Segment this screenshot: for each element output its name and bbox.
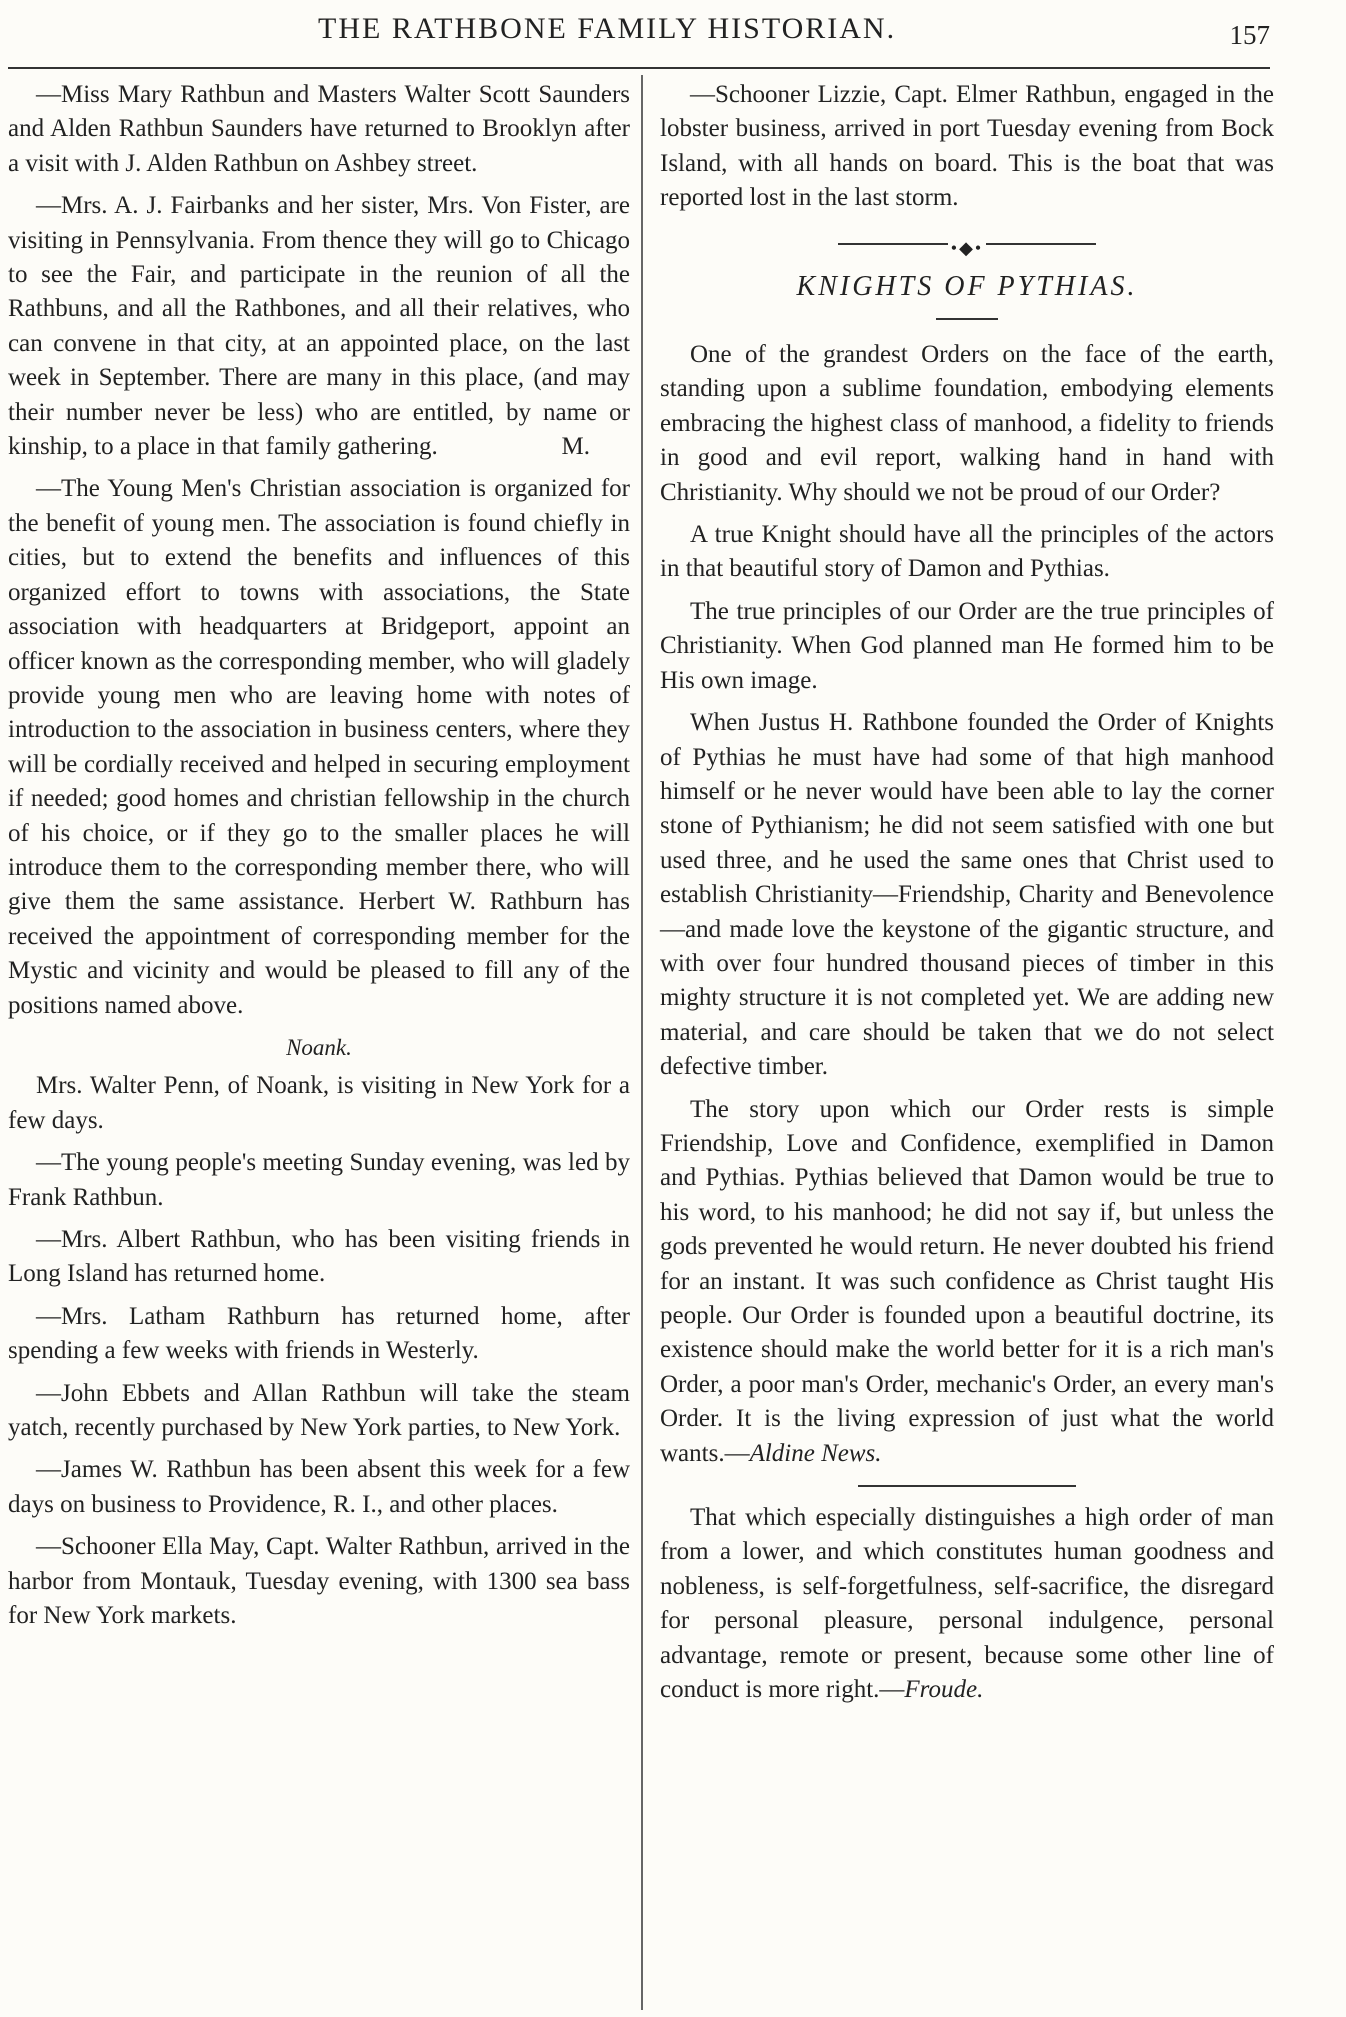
quote-paragraph xyxy=(660,1501,1274,1707)
news-item: —The young people's meeting Sunday evening, was led by Frank Rathbun. xyxy=(8,1149,630,1211)
quote-text: That which especially distinguishes a high order of man from a lower, and which constitutes human goodness and nobleness, is self-forgetfulness, self-sacrifice, the disregard for personal pleasure, personal indulgence, personal advantage, remote or present, because some other line of conduct is more right.— xyxy=(660,1504,1274,1704)
section-title: KNIGHTS OF PYTHIAS. xyxy=(796,270,1138,302)
ornament-line-left xyxy=(838,243,948,245)
ornament-line-right xyxy=(986,243,1096,245)
article-paragraph xyxy=(660,1093,1274,1471)
news-item: Mrs. Walter Penn, of Noank, is visiting in New York for a few days. xyxy=(8,1072,630,1134)
column-divider xyxy=(641,75,643,2010)
left-column xyxy=(8,78,630,1641)
news-item: —Schooner Lizzie, Capt. Elmer Rathbun, engaged in the lobster business, arrived in port Tuesday evening from Bock Island, with all hands on board. This is the boat that was reported lost in the last storm. xyxy=(660,81,1274,212)
page-number: 157 xyxy=(1229,20,1270,50)
ornament-glyph: •◆• xyxy=(950,237,984,258)
running-title: THE RATHBONE FAMILY HISTORIAN. xyxy=(318,12,897,45)
article-paragraph: One of the grandest Orders on the face of the earth, standing upon a sublime foundation, embodying elements embracing the highest class of manhood, a fidelity to friends in good and evil report, walking hand in hand with Christianity. Why should we not be proud of our Order? xyxy=(660,341,1274,506)
signature: M. xyxy=(561,433,590,461)
page-header xyxy=(0,8,1270,60)
quote-credit: Froude. xyxy=(904,1676,984,1704)
news-item: —Schooner Ella May, Capt. Walter Rathbun, arrived in the harbor from Montauk, Tuesday evening, with 1300 sea bass for New York markets. xyxy=(8,1533,630,1630)
news-item: —John Ebbets and Allan Rathbun will take the steam yatch, recently purchased by New York parties, to New York. xyxy=(8,1379,630,1442)
ornamental-divider xyxy=(660,230,1274,258)
article-paragraph-text: —Mrs. A. J. Fairbanks and her sister, Mrs. Von Fister, are visiting in Pennsylvania. From thence they will go to Chicago to see the Fair, and participate in the reunion of all the Rathbuns, and all the Rathbones, and all their relatives, who can convene in that city, at an appointed place, on the last week in September. There are many in this place, (and may their number never be less) who are entitled, by name or kinship, to a place in that family gathering. xyxy=(8,192,630,461)
news-item: —James W. Rathbun has been absent this week for a few days on business to Providence, R. I., and other places. xyxy=(8,1456,630,1518)
news-item: —Mrs. Latham Rathburn has returned home, after spending a few weeks with friends in Westerly. xyxy=(8,1302,630,1365)
article-paragraph: When Justus H. Rathbone founded the Order of Knights of Pythias he must have had some of that high manhood himself or he never would have been able to lay the corner stone of Pythianism; he did not seem satisfied with one but used three, and he used the same ones that Christ used to establish Christianity—Friendship, Charity and Benevolence—and made love the keystone of the gigantic structure, and with over four hundred thousand pieces of timber in this mighty structure it is not completed yet. We are adding new material, and care should be taken that we do not select defective timber. xyxy=(660,709,1274,1081)
noank-subheading: Noank. xyxy=(286,1034,352,1060)
article-paragraph-text: The story upon which our Order rests is simple Friendship, Love and Confidence, exemplified in Damon and Pythias. Pythias believed that Damon would be true to his word, to his manhood; he did not say if, but unless the gods prevented he would return. He never doubted his friend for an instant. It was such confidence as Christ taught His people. Our Order is founded upon a beautiful doctrine, its existence should make the world better for it is a rich man's Order, a poor man's Order, mechanic's Order, an every man's Order. It is the living expression of just what the world wants.— xyxy=(660,1095,1274,1467)
right-column xyxy=(660,78,1274,1715)
article-paragraph: A true Knight should have all the principles of the actors in that beautiful story of Damon and Pythias. xyxy=(660,521,1274,583)
article-paragraph: The true principles of our Order are the true principles of Christianity. When God planned man He formed him to be His own image. xyxy=(660,597,1274,694)
source-credit: Aldine News. xyxy=(749,1439,882,1467)
article-paragraph xyxy=(8,189,630,464)
article-paragraph: —Miss Mary Rathbun and Masters Walter Scott Saunders and Alden Rathbun Saunders have returned to Brooklyn after a visit with J. Alden Rathbun on Ashbey street. xyxy=(8,81,630,177)
news-item: —Mrs. Albert Rathbun, who has been visiting friends in Long Island has returned home. xyxy=(8,1226,630,1288)
section-divider xyxy=(858,1485,1076,1487)
title-rule xyxy=(936,318,998,320)
article-paragraph: —The Young Men's Christian association is organized for the benefit of young men. The association is found chiefly in cities, but to extend the benefits and influences of this organized effort to towns with associations, the State association with headquarters at Bridgeport, appoint an officer known as the corresponding member, who will gladely provide young men who are leaving home with notes of introduction to the association in business centers, where they will be cordially received and helped in securing employment if needed; good homes and christian fellowship in the church of his choice, or if they go to the smaller places he will introduce them to the corresponding member there, who will give them the same assistance. Herbert W. Rathburn has received the appointment of corresponding member for the Mystic and vicinity and would be pleased to fill any of the positions named above. xyxy=(8,475,630,1019)
header-rule xyxy=(8,67,1270,69)
